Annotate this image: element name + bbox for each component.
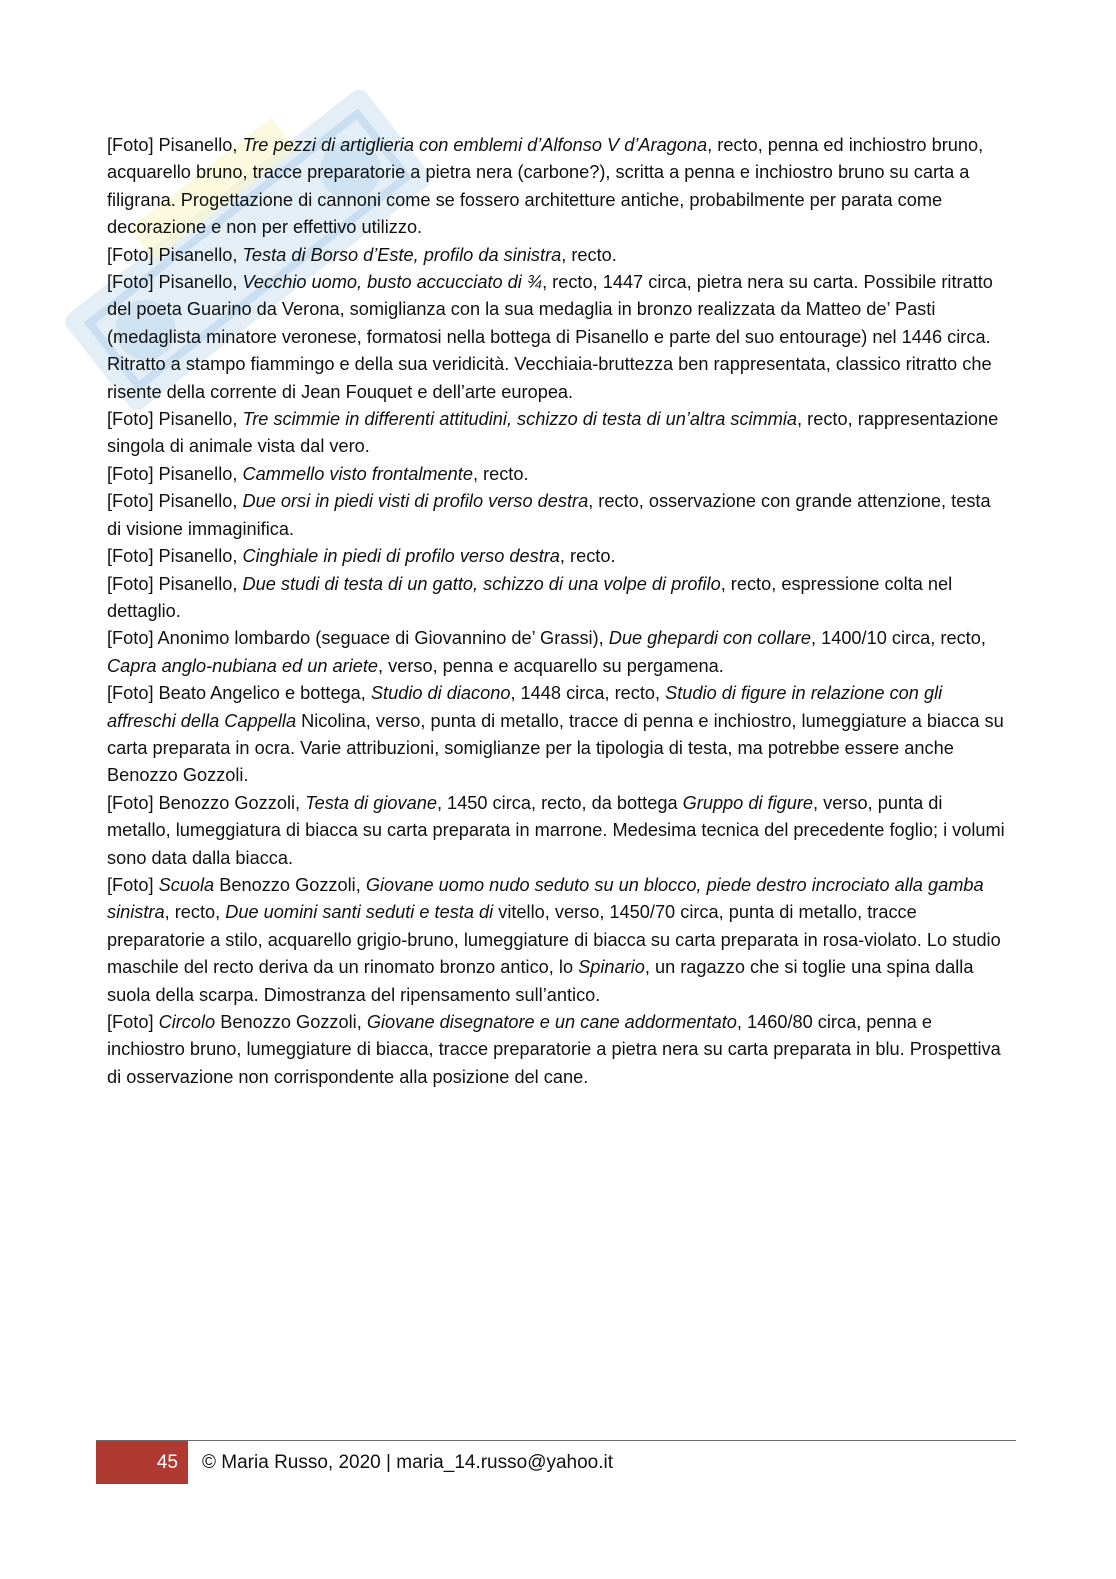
text-run: [Foto] Benozzo Gozzoli, <box>107 792 306 813</box>
italic-title: Vecchio uomo, busto accucciato di ¾ <box>242 272 543 293</box>
italic-title: Capra anglo-nubiana ed un ariete <box>107 655 378 676</box>
italic-title: Testa di giovane <box>305 792 437 813</box>
text-run: , recto, 1447 circa, pietra nera su carta. Possibile ritratto del poeta Guarino da Verona, somiglianza con la sua medaglia in bronzo realizzata da Matteo de’ Pasti (medaglista minatore veronese, formatosi nella bottega di Pisanello e parte del suo entourage) nel 1446 circa. Ritratto a stampo fiammingo e della sua veridicità. Vecchiaia-bruttezza ben rappresentata, classico ritratto che risente della corrente di Jean Fouquet e dell’arte europea. <box>107 272 993 402</box>
paragraph <box>107 680 1007 790</box>
text-run: , 1460/80 circa, penna e inchiostro bruno, lumeggiature di biacca, tracce preparatorie a pietra nera su carta preparata in blu. Prospettiva di osservazione non corrispondente alla posizione del cane. <box>107 1012 1001 1087</box>
text-run: , recto, osservazione con grande attenzione, testa di visione immaginifica. <box>107 491 991 539</box>
text-run: [Foto] Pisanello, <box>107 463 243 484</box>
italic-title: Giovane uomo nudo seduto su un blocco, piede destro incrociato alla gamba sinistra <box>107 874 984 923</box>
italic-title: Spinario <box>578 957 645 978</box>
paragraph <box>107 790 1007 872</box>
italic-title: Circolo <box>158 1012 216 1032</box>
text-run: , recto. <box>561 244 617 265</box>
italic-title: Studio di diacono <box>370 683 511 704</box>
paragraph <box>107 406 1007 461</box>
text-run: , un ragazzo che si toglie una spina dalla suola della scarpa. Dimostranza del ripensamento sull’antico. <box>107 957 974 1005</box>
paragraph <box>107 242 1007 269</box>
paragraph <box>107 488 1007 543</box>
italic-title: Tre pezzi di artiglieria con emblemi d’Alfonso V d’Aragona <box>242 135 708 155</box>
paragraph <box>107 543 1007 570</box>
text-run: [Foto] <box>107 1012 159 1032</box>
italic-title: Due studi di testa di un gatto, schizzo di una volpe di profilo <box>242 573 721 594</box>
document-body <box>107 132 1007 1091</box>
text-run: , recto. <box>559 546 616 567</box>
italic-title: Cinghiale in piedi di profilo verso destra <box>242 546 560 567</box>
paragraph <box>107 625 1007 680</box>
italic-title: Cammello visto frontalmente <box>242 463 473 484</box>
text-run: vitello, verso, 1450/70 circa, punta di metallo, tracce preparatorie a stilo, acquarello grigio-bruno, lumeggiature di biacca su carta preparata in rosa-violato. Lo studio maschile del recto deriva da un rinomato bronzo antico, lo <box>107 902 1001 978</box>
italic-title: Due orsi in piedi visti di profilo verso destra <box>242 491 589 512</box>
page-number: 45 <box>96 1441 188 1484</box>
text-run: , 1448 circa, recto, <box>510 683 666 704</box>
text-run: [Foto] Pisanello, <box>107 135 243 155</box>
footer-copyright: © Maria Russo, 2020 | maria_14.russo@yahoo.it <box>202 1452 614 1473</box>
text-run: Nicolina, verso, punta di metallo, tracce di penna e inchiostro, lumeggiature a biacca su carta preparata in ocra. Varie attribuzioni, somiglianze per la tipologia di testa, ma potrebbe essere anche Benozzo Gozzoli. <box>107 710 1004 786</box>
italic-title: Due uomini santi seduti e testa di <box>225 902 494 923</box>
text-run: [Foto] Beato Angelico e bottega, <box>107 683 371 704</box>
text-run: [Foto] Pisanello, <box>107 272 243 293</box>
paragraph <box>107 132 1007 242</box>
text-run: , verso, punta di metallo, lumeggiatura di biacca su carta preparata in marrone. Medesima tecnica del precedente foglio; i volumi sono data dalla biacca. <box>107 792 1005 868</box>
text-run: , recto, <box>164 902 226 923</box>
italic-title: Due ghepardi con collare <box>608 628 811 649</box>
paragraph <box>107 269 1007 406</box>
paragraph <box>107 461 1007 488</box>
text-run: [Foto] Pisanello, <box>107 546 243 567</box>
text-run: [Foto] Pisanello, <box>107 409 243 430</box>
italic-title: Gruppo di figure <box>682 792 814 813</box>
text-run: Benozzo Gozzoli, <box>214 874 366 895</box>
italic-title: Studio di figure in relazione con gli affreschi della Cappella <box>107 683 943 731</box>
text-run: , 1450 circa, recto, da bottega <box>436 792 683 813</box>
italic-title: Scuola <box>158 874 215 895</box>
text-run: [Foto] Pisanello, <box>107 491 243 512</box>
italic-title: Tre scimmie in differenti attitudini, schizzo di testa di un’altra scimmia <box>242 409 798 430</box>
text-run: , recto, rappresentazione singola di animale vista dal vero. <box>107 409 999 457</box>
text-run: , verso, penna e acquarello su pergamena. <box>378 655 724 676</box>
text-run: Benozzo Gozzoli, <box>215 1012 367 1032</box>
text-run: , recto, penna ed inchiostro bruno, acquarello bruno, tracce preparatorie a pietra nera (carbone?), scritta a penna e inchiostro bruno su carta a filigrana. Progettazione di cannoni come se fossero architetture antiche, probabilmente per parata come decorazione e non per effettivo utilizzo. <box>107 135 984 238</box>
text-run: , recto, espressione colta nel dettaglio. <box>107 573 953 621</box>
text-run: [Foto] Pisanello, <box>107 573 243 594</box>
italic-title: Testa di Borso d’Este, profilo da sinistra <box>242 244 562 265</box>
text-run: [Foto] Pisanello, <box>107 244 243 265</box>
text-run: [Foto] <box>107 874 159 895</box>
italic-title: Giovane disegnatore e un cane addormentato <box>366 1012 737 1032</box>
text-run: , recto. <box>472 463 529 484</box>
text-run: [Foto] Anonimo lombardo (seguace di Giovannino de’ Grassi), <box>107 628 609 649</box>
paragraph <box>107 1009 1007 1091</box>
text-run: , 1400/10 circa, recto, <box>810 628 986 649</box>
paragraph <box>107 872 1007 1009</box>
paragraph <box>107 571 1007 626</box>
